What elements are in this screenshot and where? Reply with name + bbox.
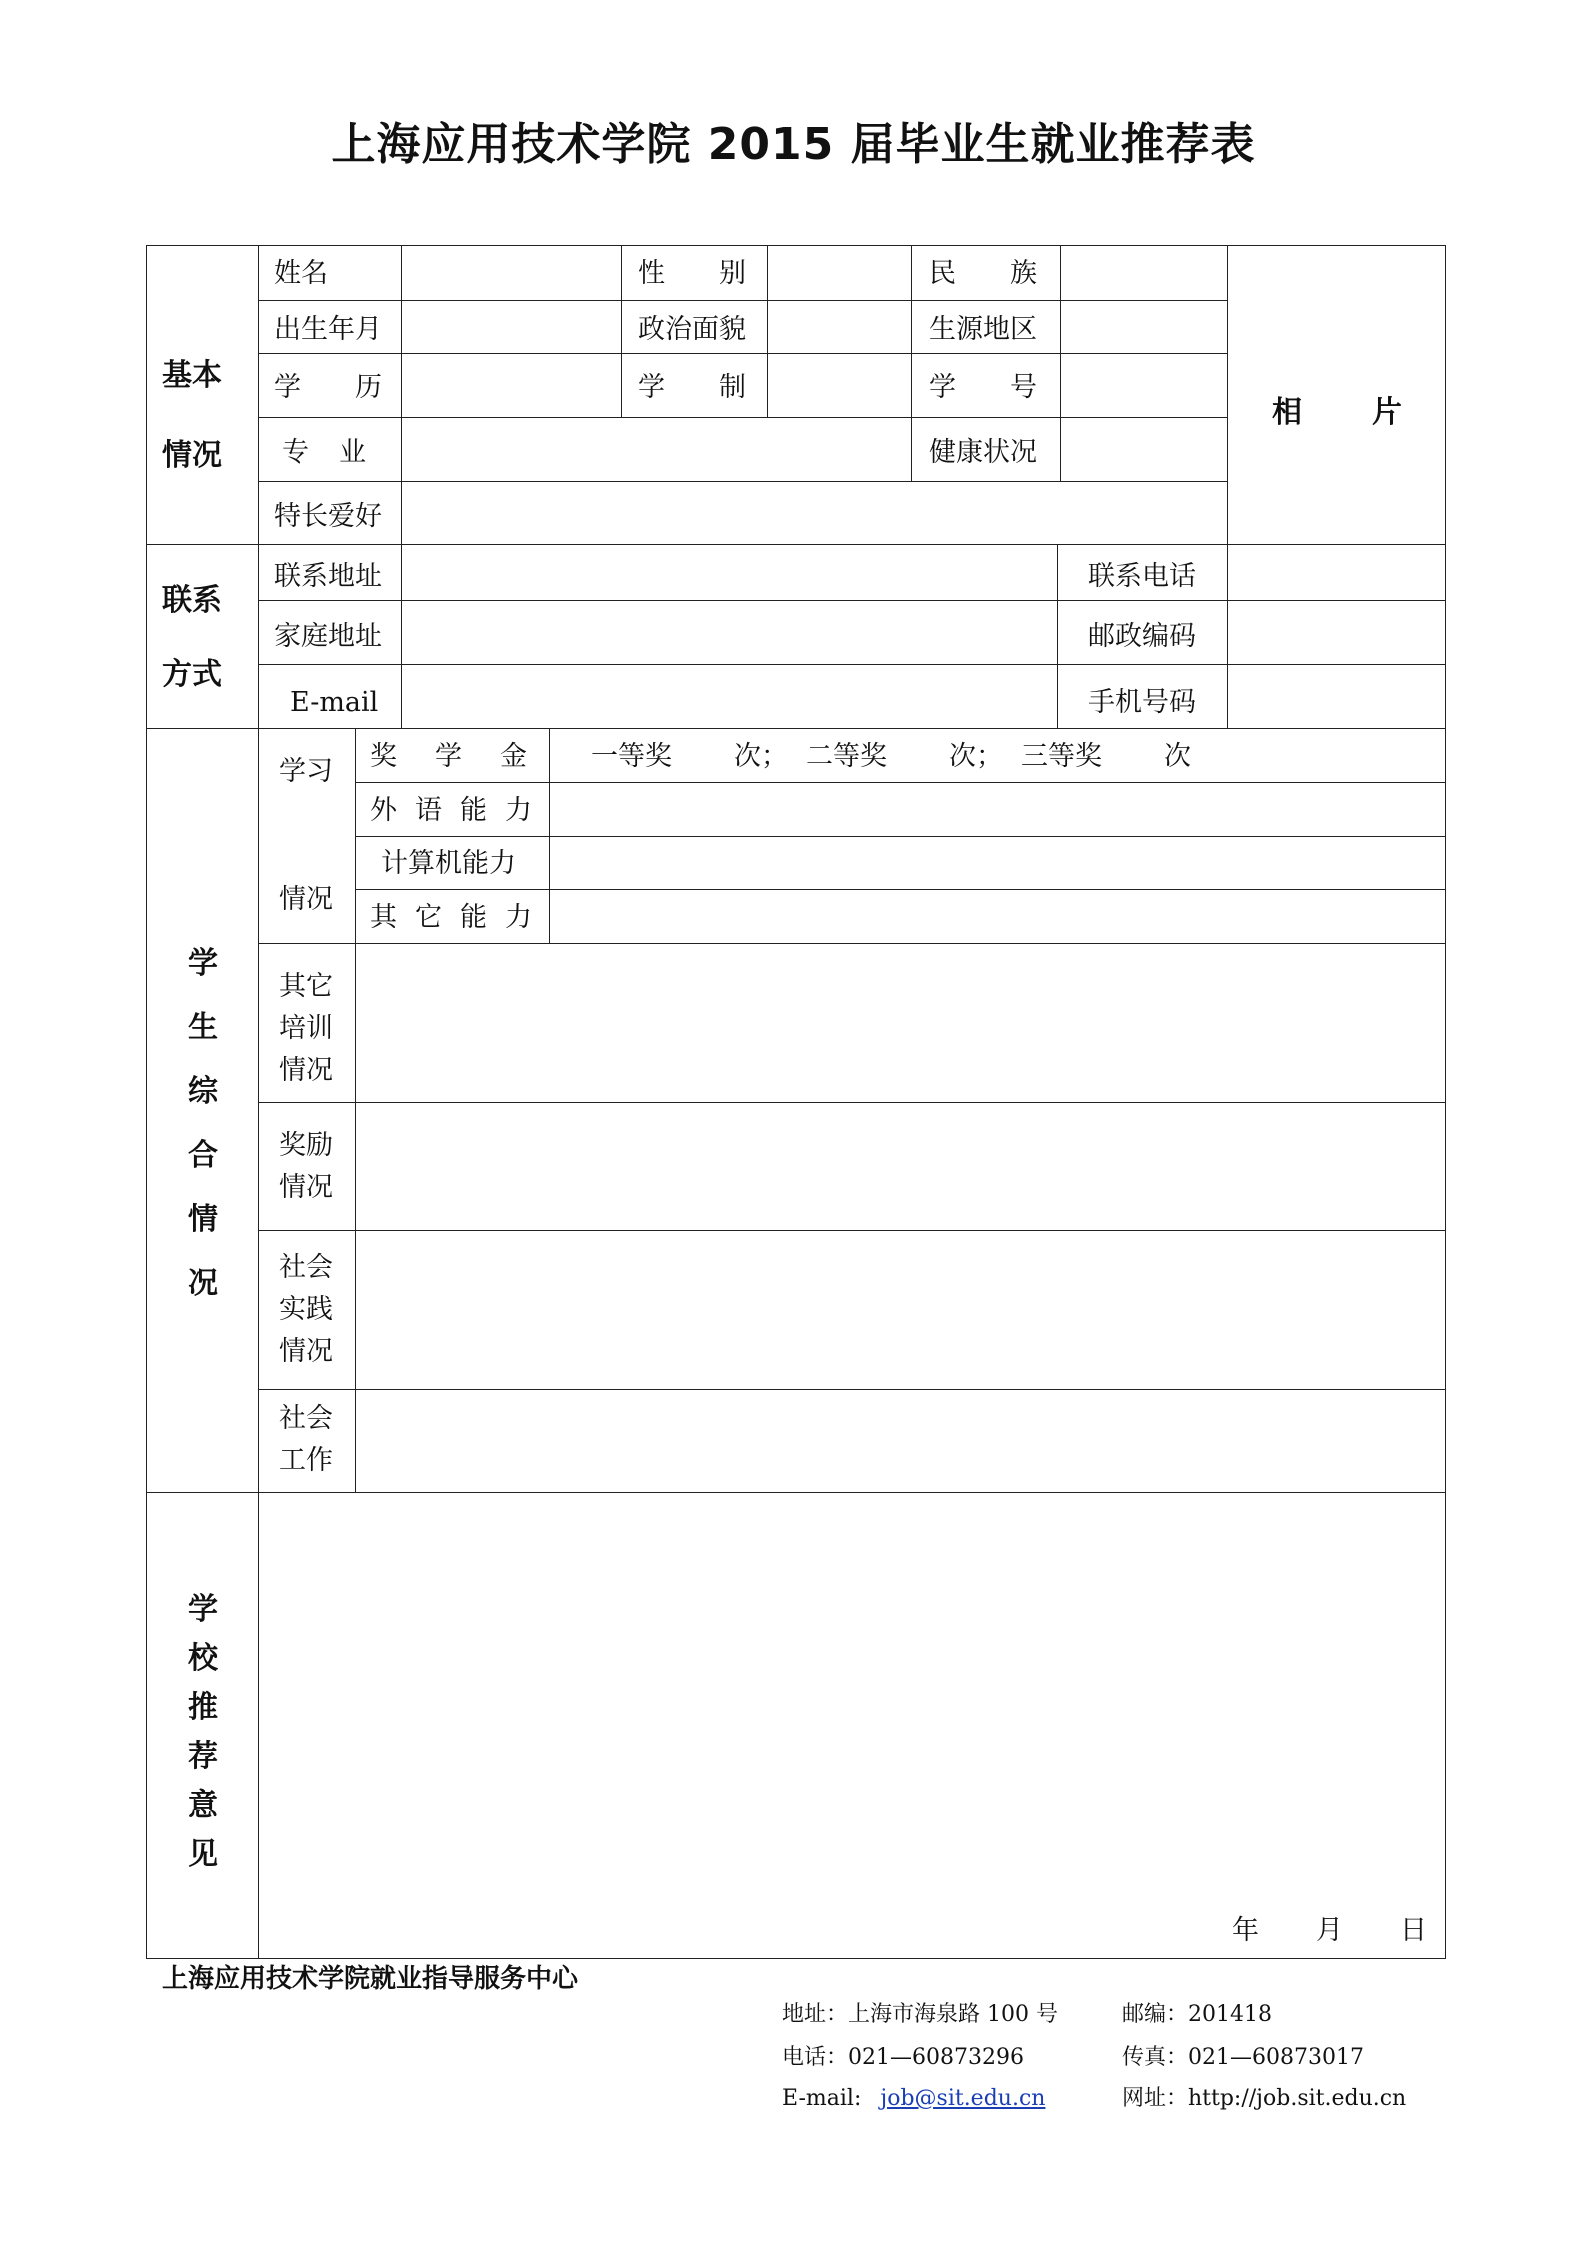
- origin-label: 生源地区: [929, 314, 1037, 345]
- divider: [1057, 544, 1058, 728]
- scholarship-third: 三等奖: [1021, 741, 1102, 772]
- footer-address: 地址：上海市海泉路 100 号: [782, 2002, 1058, 2027]
- section-label-char: 生: [188, 1010, 218, 1045]
- other-ability-label: 其它能力: [370, 902, 550, 933]
- section-label-char: 情: [188, 1202, 218, 1237]
- divider: [355, 889, 1446, 890]
- study-label: 情况: [279, 884, 333, 915]
- gender-label: 性别: [638, 258, 800, 289]
- practice-label-line: 实践: [279, 1294, 333, 1325]
- scholarship-times: 次；: [949, 741, 1003, 772]
- practice-label-line: 社会: [279, 1252, 333, 1283]
- section-label-char: 校: [188, 1641, 218, 1676]
- name-label: 姓名: [274, 258, 328, 289]
- footer-email-label: E-mail:: [782, 2086, 862, 2111]
- scholarship-second: 二等奖: [806, 741, 887, 772]
- footer-organization: 上海应用技术学院就业指导服务中心: [162, 1964, 579, 1994]
- mobile-label: 手机号码: [1088, 687, 1196, 718]
- section-label-char: 学: [188, 946, 218, 981]
- scholarship-times: 次；: [734, 741, 788, 772]
- divider: [1227, 245, 1228, 544]
- scholarship-times: 次: [1164, 741, 1191, 772]
- practice-label-line: 情况: [279, 1336, 333, 1367]
- student-id-label: 学号: [929, 372, 1091, 403]
- footer-tel: 电话：021—60873296: [782, 2045, 1024, 2070]
- divider: [258, 600, 1446, 601]
- section-label-char: 荐: [188, 1739, 218, 1774]
- section-school-recommendation: [186, 1585, 220, 1879]
- scholarship-first: 一等奖: [591, 741, 672, 772]
- study-label: 学习: [279, 756, 333, 787]
- ethnicity-label: 民族: [929, 258, 1091, 289]
- page-title: 上海应用技术学院 2015 届毕业生就业推荐表: [331, 119, 1256, 170]
- divider: [401, 544, 402, 728]
- work-label: [279, 1398, 333, 1482]
- section-label-char: 学: [188, 1592, 218, 1627]
- section-label-char: 综: [188, 1074, 218, 1109]
- health-label: 健康状况: [929, 437, 1037, 468]
- section-label-char: 意: [188, 1788, 218, 1823]
- major-label: 专业: [282, 437, 396, 468]
- year-label: 年: [1232, 1915, 1259, 1946]
- awards-label: [279, 1125, 333, 1209]
- training-label-line: 其它: [279, 971, 333, 1002]
- address-label: 联系地址: [274, 561, 382, 592]
- section-label-char: 推: [188, 1690, 218, 1725]
- section-label-line: 方式: [162, 657, 222, 692]
- month-label: 月: [1316, 1915, 1343, 1946]
- hobbies-label: 特长爱好: [274, 501, 382, 532]
- section-label-line: 联系: [162, 583, 222, 618]
- divider: [911, 245, 912, 481]
- divider: [258, 943, 1446, 944]
- section-label-char: 见: [188, 1837, 218, 1872]
- work-label-line: 社会: [279, 1403, 333, 1434]
- divider: [355, 836, 1446, 837]
- postcode-label: 邮政编码: [1088, 621, 1196, 652]
- divider: [146, 1492, 1446, 1493]
- political-label: 政治面貌: [638, 314, 746, 345]
- scholarship-label: 奖学金: [370, 741, 565, 772]
- section-label-char: 况: [188, 1266, 218, 1301]
- section-label-line: 情况: [162, 438, 222, 473]
- divider: [258, 481, 1227, 482]
- divider: [1227, 544, 1228, 728]
- divider: [146, 728, 1446, 729]
- section-label-line: 基本: [162, 358, 222, 393]
- divider: [355, 782, 1446, 783]
- divider: [258, 1230, 1446, 1231]
- divider: [355, 728, 356, 1492]
- scholarship-detail: [591, 743, 1191, 770]
- footer-fax: 传真：021—60873017: [1122, 2045, 1364, 2070]
- divider: [258, 417, 1227, 418]
- divider: [258, 664, 1446, 665]
- training-label-line: 培训: [279, 1013, 333, 1044]
- day-label: 日: [1400, 1915, 1427, 1946]
- training-label-line: 情况: [279, 1055, 333, 1086]
- divider: [258, 300, 1227, 301]
- footer-website: 网址：http://job.sit.edu.cn: [1122, 2086, 1407, 2111]
- divider: [258, 1102, 1446, 1103]
- footer-postcode: 邮编：201418: [1122, 2002, 1272, 2027]
- section-label-char: 合: [188, 1138, 218, 1173]
- system-label: 学制: [638, 372, 800, 403]
- phone-label: 联系电话: [1088, 561, 1196, 592]
- computer-label: 计算机能力: [381, 848, 516, 879]
- footer-email: [782, 2088, 1045, 2110]
- divider: [621, 245, 622, 417]
- section-basic-info: [162, 336, 222, 496]
- divider: [258, 1389, 1446, 1390]
- email-label: E-mail: [290, 687, 379, 718]
- photo-label: 相片: [1272, 395, 1472, 430]
- practice-label: [279, 1247, 333, 1373]
- work-label-line: 工作: [279, 1445, 333, 1476]
- birth-label: 出生年月: [274, 314, 382, 345]
- language-label: 外语能力: [370, 795, 550, 826]
- divider: [258, 353, 1227, 354]
- training-label: [279, 966, 333, 1092]
- section-overall: [186, 932, 220, 1316]
- section-contact: [162, 564, 222, 712]
- education-label: 学历: [274, 372, 436, 403]
- awards-label-line: 奖励: [279, 1130, 333, 1161]
- date-line: [1232, 1917, 1427, 1944]
- footer-email-link[interactable]: job@sit.edu.cn: [880, 2086, 1046, 2111]
- awards-label-line: 情况: [279, 1172, 333, 1203]
- home-address-label: 家庭地址: [274, 621, 382, 652]
- divider: [146, 544, 1446, 545]
